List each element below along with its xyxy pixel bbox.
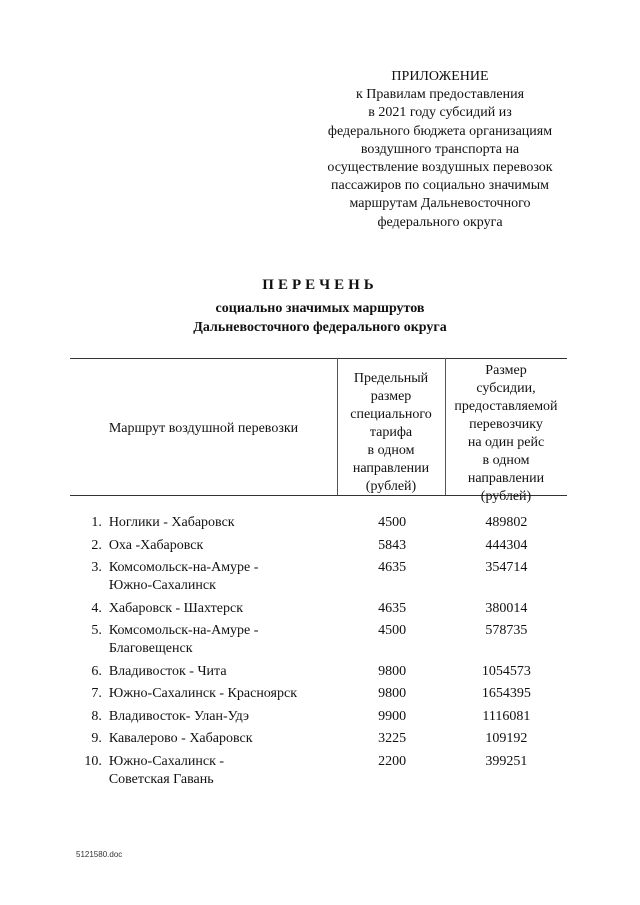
header-subsidy-line: предоставляемой	[454, 399, 558, 414]
row-route	[106, 622, 339, 658]
table-row	[70, 730, 567, 748]
appendix-block	[300, 68, 580, 232]
row-subsidy: 399251	[485, 753, 528, 769]
row-number: 2.	[91, 537, 102, 553]
header-tariff-line: тарифа	[369, 425, 413, 440]
header-subsidy-line: перевозчику	[469, 417, 543, 432]
header-subsidy-line: (рублей)	[480, 489, 532, 504]
header-tariff-line: в одном	[367, 443, 415, 458]
appendix-line: федерального бюджета организациям	[327, 123, 553, 139]
appendix-line: в 2021 году субсидий из	[368, 105, 512, 121]
row-route	[106, 663, 339, 681]
route-line: Владивосток - Чита	[108, 663, 227, 679]
route-line: Владивосток- Улан-Удэ	[108, 708, 250, 724]
row-subsidy: 1054573	[481, 663, 531, 679]
row-subsidy: 1654395	[481, 686, 531, 701]
route-line: Южно-Сахалинск	[108, 578, 216, 593]
header-subsidy-line: в одном	[482, 453, 530, 468]
appendix-heading: ПРИЛОЖЕНИЕ	[391, 69, 489, 84]
route-line: Южно-Сахалинск -	[108, 753, 225, 769]
row-route	[106, 514, 339, 532]
table-row	[70, 537, 567, 555]
row-subsidy: 444304	[485, 537, 528, 553]
row-tariff: 3225	[378, 731, 407, 746]
row-tariff: 4635	[378, 600, 407, 616]
row-subsidy: 109192	[485, 731, 528, 746]
document-subtitle	[0, 300, 640, 337]
row-tariff: 9800	[378, 686, 407, 701]
route-line: Оха -Хабаровск	[108, 537, 204, 553]
header-tariff-line: Предельный	[353, 371, 429, 386]
row-tariff: 9800	[378, 663, 407, 679]
appendix-line: к Правилам предоставления	[355, 87, 525, 103]
row-number: 9.	[91, 731, 102, 746]
row-tariff: 4500	[378, 623, 407, 638]
row-tariff: 2200	[378, 753, 407, 769]
row-tariff: 5843	[378, 537, 407, 553]
subtitle-line-1: социально значимых маршрутов	[215, 301, 425, 316]
appendix-line: осуществление воздушных перевозок	[327, 160, 553, 176]
header-route: Маршрут воздушной перевозки	[108, 421, 299, 436]
file-name-footer: 5121580.doc	[76, 850, 123, 859]
row-route	[106, 537, 339, 555]
row-tariff: 4500	[378, 515, 407, 530]
route-line: Южно-Сахалинск - Красноярск	[108, 686, 297, 701]
appendix-line: федерального округа	[377, 214, 503, 230]
route-line: Советская Гавань	[108, 771, 214, 787]
appendix-line: маршрутам Дальневосточного	[349, 196, 531, 212]
table-row	[70, 685, 567, 703]
row-route	[106, 730, 339, 748]
table-body	[70, 514, 567, 793]
row-number: 4.	[91, 600, 102, 616]
row-subsidy: 489802	[485, 515, 528, 530]
header-tariff-line: размер	[370, 389, 412, 404]
table-row	[70, 622, 567, 658]
table-row	[70, 600, 567, 618]
row-subsidy: 1116081	[482, 708, 531, 724]
header-tariff	[337, 370, 445, 496]
route-line: Комсомольск-на-Амуре -	[108, 560, 259, 575]
table-row	[70, 708, 567, 726]
row-subsidy: 380014	[485, 600, 528, 616]
header-tariff-line: направлении	[352, 461, 430, 476]
subtitle-line-2: Дальневосточного федерального округа	[193, 319, 447, 335]
row-route	[106, 708, 339, 726]
header-tariff-line: (рублей)	[365, 479, 417, 494]
appendix-line: воздушного транспорта на	[360, 141, 520, 157]
row-subsidy: 354714	[485, 560, 528, 575]
route-line: Комсомольск-на-Амуре -	[108, 623, 259, 638]
header-subsidy-line: Размер	[485, 363, 527, 378]
row-route	[106, 559, 339, 595]
row-number: 7.	[91, 686, 102, 701]
row-route	[106, 600, 339, 618]
row-number: 10.	[84, 753, 102, 769]
route-line: Ноглики - Хабаровск	[108, 515, 235, 530]
route-line: Хабаровск - Шахтерск	[108, 600, 244, 616]
row-route	[106, 753, 339, 789]
row-tariff: 4635	[378, 560, 407, 575]
route-line: Благовещенск	[108, 641, 193, 656]
table-row	[70, 663, 567, 681]
document-title: ПЕРЕЧЕНЬ	[262, 277, 378, 293]
header-subsidy-line: направлении	[467, 471, 545, 486]
route-line: Кавалерово - Хабаровск	[108, 731, 253, 746]
header-tariff-line: специального	[350, 407, 432, 422]
header-subsidy-line: субсидии,	[476, 381, 536, 396]
row-number: 6.	[91, 663, 102, 679]
table-row	[70, 514, 567, 532]
appendix-line: пассажиров по социально значимым	[330, 178, 550, 194]
table-row	[70, 559, 567, 595]
row-number: 3.	[91, 560, 102, 575]
row-number: 8.	[91, 708, 102, 724]
row-route	[106, 685, 339, 703]
header-subsidy-line: на один рейс	[467, 435, 545, 450]
row-number: 5.	[91, 623, 102, 638]
row-subsidy: 578735	[485, 623, 528, 638]
table-top-rule	[70, 358, 567, 359]
table-row	[70, 753, 567, 789]
row-number: 1.	[91, 515, 102, 530]
row-tariff: 9900	[378, 708, 407, 724]
header-subsidy	[445, 362, 567, 506]
